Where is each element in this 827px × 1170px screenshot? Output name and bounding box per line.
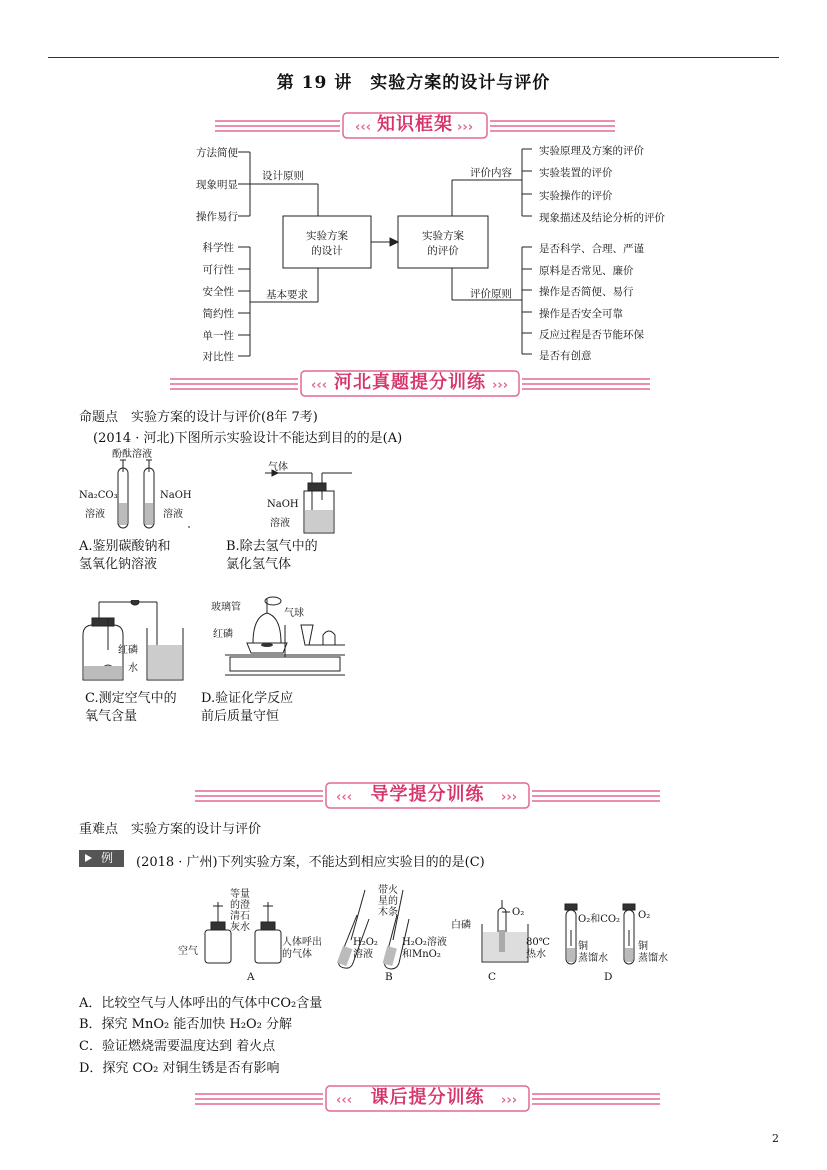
design-box-line-2: 的设计 <box>311 245 343 257</box>
guided-a-air: 空气 <box>178 946 198 957</box>
guided-option-d: D．探究 CO₂ 对铜生锈是否有影响 <box>79 1061 280 1076</box>
hebei-caption-c <box>85 690 177 726</box>
guided-c-phosphorus: 白磷 <box>451 920 471 931</box>
svg-text:›››: ››› <box>501 790 518 805</box>
svg-text:›››: ››› <box>492 378 509 393</box>
left-bottom-item-6: 对比性 <box>202 351 234 363</box>
hebei-d-tube: 玻璃管 <box>211 602 241 613</box>
right-top-item-3: 实验操作的评价 <box>539 190 613 202</box>
guided-point: 重难点 实验方案的设计与评价 <box>79 822 262 837</box>
left-bottom-item-2: 可行性 <box>202 264 234 276</box>
right-bottom-item-3: 操作是否简便、易行 <box>539 286 634 298</box>
guided-a-breath-1: 人体呼出 <box>282 937 322 948</box>
banner-after-class <box>195 1083 660 1113</box>
guided-c-hot-2: 热水 <box>526 949 546 960</box>
guided-d-water-2: 蒸馏水 <box>638 953 668 964</box>
hebei-a-right-1: NaOH <box>160 490 192 501</box>
guided-option-a: A．比较空气与人体呼出的气体中CO₂含量 <box>79 996 323 1011</box>
hebei-d-balloon: 气球 <box>284 608 304 619</box>
guided-c-letter: C <box>488 971 497 983</box>
guided-option-c: C．验证燃烧需要温度达到 着火点 <box>79 1039 276 1054</box>
guided-c-hot-1: 80℃ <box>526 937 550 948</box>
guided-a-letter: A <box>247 971 255 983</box>
guided-c-hot <box>526 937 550 961</box>
example-badge-label: 例 <box>101 851 114 865</box>
left-bottom-item-5: 单一性 <box>202 330 234 342</box>
right-bottom-item-5: 反应过程是否节能环保 <box>539 329 644 341</box>
banner-guided-label: 导学提分训练 <box>370 784 485 805</box>
hebei-b-sol-2: 溶液 <box>270 518 290 529</box>
guided-a-top-2: 的澄 <box>230 900 250 911</box>
hebei-caption-d <box>201 690 293 726</box>
guided-d-water-1: 蒸馏水 <box>578 953 608 964</box>
right-bottom-item-1: 是否科学、合理、严谨 <box>539 243 644 255</box>
svg-text:‹‹‹: ‹‹‹ <box>355 120 372 135</box>
guided-b-top <box>378 885 398 918</box>
page-title: 第 19 讲 实验方案的设计与评价 <box>276 73 551 93</box>
hebei-a-left-1: Na₂CO₃ <box>79 490 118 501</box>
svg-text:‹‹‹: ‹‹‹ <box>311 378 328 393</box>
guided-b-top-2: 星的 <box>378 896 398 907</box>
left-top-item-2: 现象明显 <box>196 179 238 191</box>
guided-a-top-1: 等量 <box>230 889 250 900</box>
left-top-item-1: 方法简便 <box>196 147 238 159</box>
basic-requirement-label: 基本要求 <box>266 289 308 301</box>
guided-b-letter: B <box>385 971 393 983</box>
guided-a-top <box>230 889 250 933</box>
guided-d-letter: D <box>604 971 613 983</box>
right-top-item-2: 实验装置的评价 <box>539 167 613 179</box>
guided-b-left-2: 溶液 <box>353 949 373 960</box>
banner-hebei-label: 河北真题提分训练 <box>334 372 486 393</box>
hebei-b-sol-1: NaOH <box>267 499 299 510</box>
guided-b-top-1: 带火 <box>378 885 398 896</box>
banner-framework <box>215 110 615 140</box>
guided-a-breath <box>282 937 322 961</box>
hebei-c-phosphorus: 红磷 <box>118 645 138 656</box>
svg-text:›››: ››› <box>501 1093 518 1108</box>
evaluation-box-line-2: 的评价 <box>427 245 459 257</box>
design-principle-label: 设计原则 <box>262 170 304 182</box>
guided-b-left <box>353 937 378 961</box>
hebei-a-left-2: 溶液 <box>85 509 105 520</box>
hebei-b-gas: 气体 <box>268 462 288 473</box>
hebei-c-water: 水 <box>128 663 138 674</box>
hebei-caption-a <box>79 538 171 574</box>
left-bottom-item-1: 科学性 <box>202 242 234 254</box>
hebei-caption-c-2: 氧气含量 <box>85 709 138 724</box>
guided-b-right-1: H₂O₂溶液 <box>402 937 447 948</box>
eval-principle-label: 评价原则 <box>470 288 512 300</box>
guided-question: (2018 · 广州)下列实验方案，不能达到相应实验目的的是(C) <box>136 855 485 870</box>
evaluation-box <box>398 229 488 259</box>
eval-content-label: 评价内容 <box>470 167 512 179</box>
right-top-item-1: 实验原理及方案的评价 <box>539 145 644 157</box>
right-bottom-item-4: 操作是否安全可靠 <box>539 308 623 320</box>
banner-framework-label: 知识框架 <box>377 114 453 135</box>
banner-hebei <box>170 368 650 398</box>
hebei-question: (2014 · 河北)下图所示实验设计不能达到目的的是(A) <box>93 431 403 446</box>
guided-b-left-1: H₂O₂ <box>353 937 378 948</box>
guided-b-right <box>402 937 447 961</box>
banner-guided <box>195 780 660 810</box>
hebei-caption-a-1: A.鉴别碳酸钠和 <box>79 539 171 554</box>
example-badge <box>79 850 124 867</box>
svg-text:‹‹‹: ‹‹‹ <box>336 1093 353 1108</box>
guided-a-top-4: 灰水 <box>230 922 250 933</box>
page-number: 2 <box>772 1132 779 1145</box>
guided-d-copper-1: 铜 <box>578 941 588 952</box>
guided-a-breath-2: 的气体 <box>282 949 312 960</box>
right-top-item-4: 现象描述及结论分析的评价 <box>539 212 665 224</box>
hebei-caption-d-1: D.验证化学反应 <box>201 691 294 706</box>
guided-a-top-3: 清石 <box>230 911 250 922</box>
hebei-caption-c-1: C.测定空气中的 <box>85 691 177 706</box>
guided-b-right-2: 和MnO₂ <box>402 949 441 960</box>
hebei-caption-b-2: 氯化氢气体 <box>226 557 292 572</box>
svg-text:›››: ››› <box>457 120 474 135</box>
hebei-caption-a-2: 氢氧化钠溶液 <box>79 557 158 572</box>
left-bottom-item-4: 简约性 <box>202 308 234 320</box>
design-box-line-1: 实验方案 <box>306 230 348 242</box>
svg-text:‹‹‹: ‹‹‹ <box>336 790 353 805</box>
right-bottom-item-6: 是否有创意 <box>539 350 592 362</box>
guided-option-b: B．探究 MnO₂ 能否加快 H₂O₂ 分解 <box>79 1017 293 1032</box>
guided-d-gas-1: O₂和CO₂ <box>578 914 621 925</box>
hebei-caption-d-2: 前后质量守恒 <box>201 709 280 724</box>
guided-b-top-3: 木条 <box>378 907 398 918</box>
hebei-a-right-2: 溶液 <box>163 509 183 520</box>
hebei-caption-b-1: B.除去氢气中的 <box>226 539 318 554</box>
hebei-caption-b <box>226 538 318 574</box>
guided-c-o2: O₂ <box>512 907 525 918</box>
hebei-d-phosphorus: 红磷 <box>213 629 233 640</box>
hebei-a-top: 酚酞溶液 <box>112 449 152 460</box>
banner-after-class-label: 课后提分训练 <box>370 1087 485 1108</box>
guided-d-gas-2: O₂ <box>638 910 651 921</box>
design-box <box>283 229 371 259</box>
header-rule <box>48 57 779 58</box>
play-triangle-icon <box>85 854 92 862</box>
hebei-point: 命题点 实验方案的设计与评价(8年 7考) <box>79 410 318 425</box>
evaluation-box-line-1: 实验方案 <box>422 230 464 242</box>
right-bottom-item-2: 原料是否常见、廉价 <box>539 265 634 277</box>
left-top-item-3: 操作易行 <box>196 211 238 223</box>
guided-d-copper-2: 铜 <box>638 941 648 952</box>
left-bottom-item-3: 安全性 <box>202 286 234 298</box>
